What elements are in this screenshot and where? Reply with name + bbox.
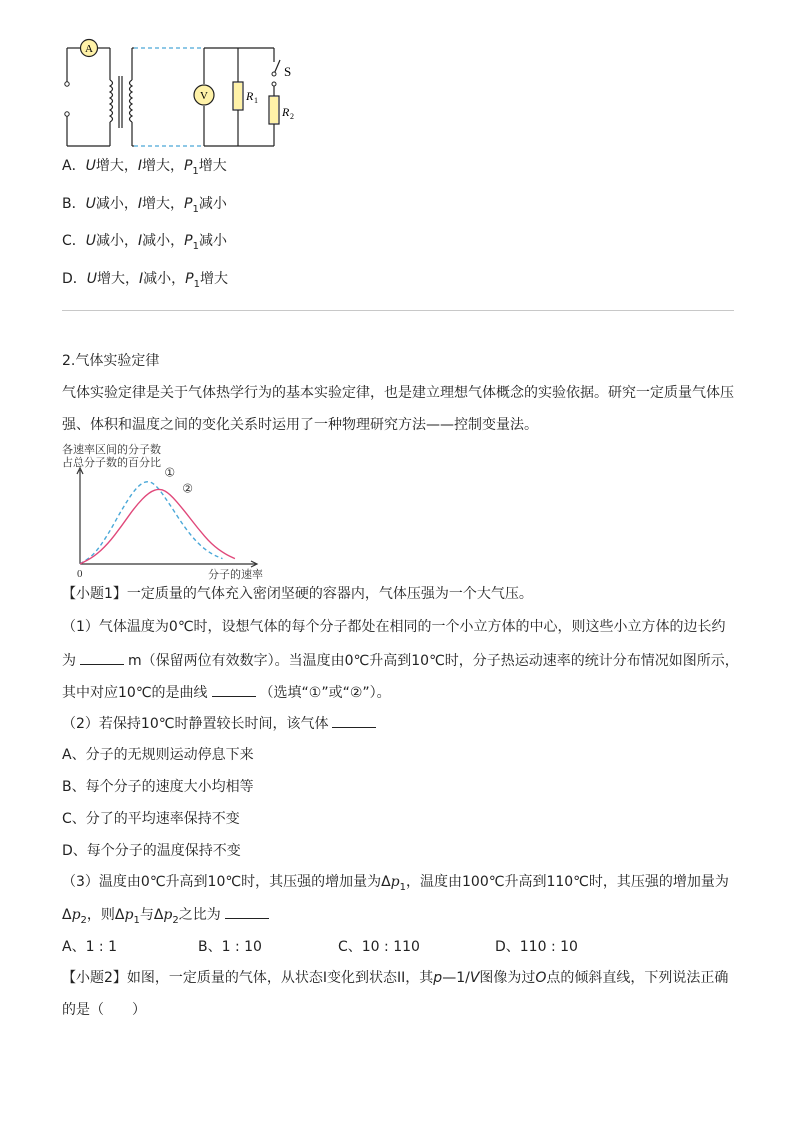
r2-label: R (282, 105, 290, 119)
curve-series-2 (80, 489, 235, 564)
sub1-part1-line3: 其中对应10℃的是曲线 （选填“①”或“②”）。 (62, 682, 391, 703)
part2-option-d: D、每个分子的温度保持不变 (62, 843, 241, 859)
sub1-part3-line1: （3）温度由0℃升高到10℃时，其压强的增加量为$\Delta p_1$，温度由100℃升高到110℃时，其压强的增加量为 (62, 874, 729, 893)
q1-option-a: A．U增大，I增大，$P_1$增大 (62, 158, 227, 177)
ammeter-label: A (85, 43, 93, 55)
chart-ylabel-line1: 各速率区间的分子数 (62, 444, 161, 456)
sub1-part3-line2: $\Delta p_2$，则$\Delta p_1$与$\Delta p_2$之比为 (62, 904, 273, 931)
sub2-line2: 的是（ ） (62, 1002, 146, 1018)
intro-line-1: 气体实验定律是关于气体热学行为的基本实验定律，也是建立理想气体概念的实验依据。研究一定质量气体压 (62, 385, 734, 401)
speed-distribution-chart (60, 440, 270, 582)
part3-option-c: C、10 : 110 (338, 939, 420, 955)
part2-option-c: C、分了的平均速率保持不变 (62, 811, 240, 827)
part2-option-b: B、每个分子的速度大小均相等 (62, 779, 254, 795)
q1-option-b: B．U减小，I增大，$P_1$减小 (62, 196, 227, 215)
chart-xlabel: 分子的速率 (208, 569, 263, 581)
sub1-title: 【小题1】一定质量的气体充入密闭坚硬的容器内，气体压强为一个大气压。 (62, 586, 533, 602)
answer-blank-ratio[interactable] (225, 904, 269, 919)
answer-blank-part2[interactable] (332, 713, 376, 728)
transformer-circuit-diagram (60, 36, 310, 152)
switch-label: S (284, 64, 292, 79)
chart-origin-label: 0 (77, 568, 83, 580)
r1-subscript: 1 (254, 96, 258, 105)
q1-option-c: C．U减小，I减小，$P_1$减小 (62, 233, 227, 252)
r1-label: R (246, 89, 254, 103)
part3-option-d: D、110 : 10 (495, 939, 578, 955)
section-heading: 2.气体实验定律 (62, 353, 160, 369)
intro-line-2: 强、体积和温度之间的变化关系时运用了一种物理研究方法——控制变量法。 (62, 417, 538, 433)
sub1-part1-line1: （1）气体温度为0℃时，设想气体的每个分子都处在相同的一个小立方体的中心，则这些小立方体的边长约 (62, 619, 726, 635)
curve-label-1: ① (164, 465, 176, 480)
answer-blank-curve[interactable] (212, 682, 256, 697)
chart-ylabel-line2: 占总分子数的百分比 (62, 457, 161, 469)
sub1-part2: （2）若保持10℃时静置较长时间，该气体 (62, 713, 380, 734)
curve-label-2: ② (182, 481, 193, 496)
voltmeter-label: V (200, 90, 208, 102)
sub2-line1: 【小题2】如图，一定质量的气体，从状态I变化到状态II，其p—1/V图像为过O点的倾斜直线，下列说法正确 (62, 970, 729, 986)
ammeter-symbol (81, 40, 98, 57)
part3-option-b: B、1 : 10 (198, 939, 262, 955)
answer-blank-edge-length[interactable] (80, 650, 124, 665)
sub1-part1-line2: 为 m（保留两位有效数字）。当温度由0℃升高到10℃时，分子热运动速率的统计分布情况如图所示， (62, 650, 739, 671)
q1-option-d: D．U增大，I减小，$P_1$增大 (62, 271, 228, 290)
curve-series-1 (80, 482, 222, 564)
part3-options (62, 936, 662, 956)
voltmeter-symbol (194, 85, 214, 105)
r2-subscript: 2 (290, 112, 294, 121)
part2-option-a: A、分子的无规则运动停息下来 (62, 747, 254, 763)
section-divider (62, 310, 734, 311)
part3-option-a: A、1 : 1 (62, 939, 118, 955)
